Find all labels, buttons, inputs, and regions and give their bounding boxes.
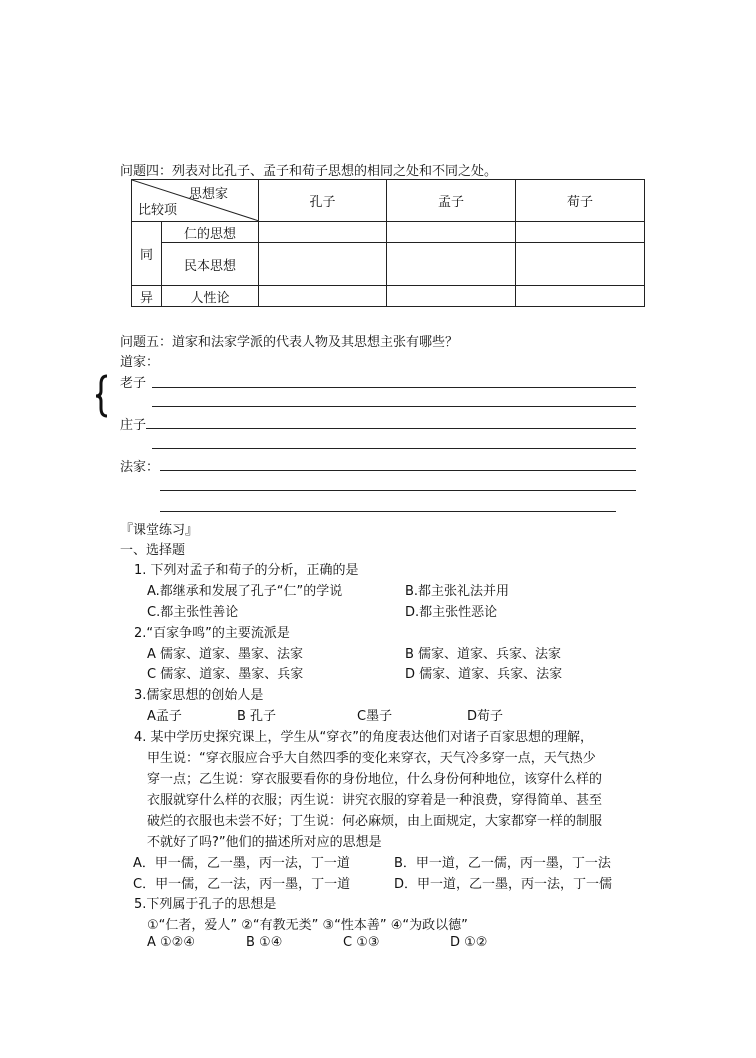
q4-passage-line: 不就好了吗?”他们的描述所对应的思想是 (147, 835, 382, 850)
col-header-kongzi: 孔子 (259, 180, 387, 222)
q1-option-c[interactable]: C.都主张性善论 (147, 605, 239, 620)
row-label-minben: 民本思想 (162, 243, 259, 286)
q1-option-b[interactable]: B.都主张礼法并用 (405, 584, 510, 599)
table-row (132, 286, 645, 307)
q2-option-a[interactable]: A 儒家、道家、墨家、法家 (147, 647, 304, 662)
answer-line[interactable] (160, 511, 616, 512)
q3-option-d[interactable]: D荀子 (467, 709, 504, 724)
table-cell[interactable] (387, 222, 516, 243)
col-header-mengzi: 孟子 (387, 180, 516, 222)
table-cell[interactable] (516, 243, 645, 286)
same-label: 同 (132, 222, 162, 286)
q3-option-b[interactable]: B 孔子 (237, 709, 277, 724)
row-label-ren: 仁的思想 (162, 222, 259, 243)
answer-line[interactable] (152, 406, 636, 407)
answer-line[interactable] (160, 470, 636, 471)
fajia-label: 法家： (120, 460, 160, 475)
q2-option-b[interactable]: B 儒家、道家、兵家、法家 (405, 647, 562, 662)
answer-line[interactable] (160, 490, 636, 491)
q3-option-c[interactable]: C墨子 (357, 709, 393, 724)
section-title: 一、选择题 (120, 543, 186, 558)
q4-option-d[interactable]: D．甲一道，乙一墨，丙一法，丁一儒 (394, 877, 613, 892)
q5-title: 问题五：道家和法家学派的代表人物及其思想主张有哪些？ (120, 335, 459, 350)
practice-header: 『课堂练习』 (120, 523, 199, 538)
table-row (132, 222, 645, 243)
zhuangzi-label: 庄子 (120, 418, 147, 433)
q4-passage-line: 甲生说：“穿衣服应合乎大自然四季的变化来穿衣，天气冷多穿一点，天气热少 (147, 751, 596, 766)
comparison-table (131, 179, 645, 307)
answer-line[interactable] (152, 448, 636, 449)
table-row (132, 243, 645, 286)
q4-option-a[interactable]: A．甲一儒，乙一墨，丙一法，丁一道 (133, 856, 350, 871)
table-cell[interactable] (259, 222, 387, 243)
q5-option-a[interactable]: A ①②④ (147, 935, 195, 950)
table-cell[interactable] (387, 243, 516, 286)
q4-passage-line: 破烂的衣服也未尝不好；丁生说：何必麻烦，由上面规定，大家都穿一样的制服 (147, 814, 603, 829)
q5-stem: 5.下列属于孔子的思想是 (134, 897, 277, 912)
table-cell[interactable] (259, 243, 387, 286)
q3-option-a[interactable]: A孟子 (147, 709, 182, 724)
q2-stem: 2.“百家争鸣”的主要流派是 (134, 626, 290, 641)
q2-option-d[interactable]: D 儒家、道家、兵家、法家 (405, 667, 563, 682)
laozi-label: 老子 (120, 376, 147, 391)
q2-option-c[interactable]: C 儒家、道家、墨家、兵家 (147, 667, 304, 682)
col-header-xunzi: 荀子 (516, 180, 645, 222)
q1-option-a[interactable]: A.都继承和发展了孔子“仁”的学说 (147, 584, 343, 599)
q4-option-b[interactable]: B．甲一道，乙一儒，丙一墨，丁一法 (394, 856, 611, 871)
answer-line[interactable] (152, 387, 636, 388)
q4-passage-line: 衣服就穿什么样的衣服；丙生说：讲究衣服的穿着是一种浪费，穿得简单、甚至 (147, 793, 603, 808)
header-item: 比较项 (138, 203, 178, 218)
q1-option-d[interactable]: D.都主张性恶论 (405, 605, 498, 620)
table-cell[interactable] (516, 286, 645, 307)
row-label-xing: 人性论 (162, 286, 259, 307)
header-thinker: 思想家 (188, 187, 228, 202)
table-diagonal-header (132, 180, 259, 222)
daojia-label: 道家： (120, 355, 160, 370)
diff-label: 异 (132, 286, 162, 307)
brace-icon (95, 374, 109, 418)
q5-option-d[interactable]: D ①② (450, 935, 488, 950)
q5-items: ①“仁者，爱人” ②“有教无类” ③“性本善” ④“为政以德” (147, 918, 468, 933)
table-cell[interactable] (516, 222, 645, 243)
q4-stem: 4. 某中学历史探究课上，学生从“穿衣”的角度表达他们对诸子百家思想的理解， (134, 730, 594, 745)
table-cell[interactable] (387, 286, 516, 307)
q4-passage-line: 穿一点；乙生说：穿衣服要看你的身份地位，什么身份何种地位，该穿什么样的 (147, 772, 603, 787)
q3-stem: 3.儒家思想的创始人是 (134, 688, 264, 703)
q4-option-c[interactable]: C．甲一儒，乙一法，丙一墨，丁一道 (133, 877, 351, 892)
q1-stem: 1. 下列对孟子和荀子的分析，正确的是 (134, 563, 359, 578)
answer-line[interactable] (146, 428, 636, 429)
q5-option-c[interactable]: C ①③ (343, 935, 380, 950)
table-cell[interactable] (259, 286, 387, 307)
q5-option-b[interactable]: B ①④ (246, 935, 283, 950)
q4-title: 问题四：列表对比孔子、孟子和荀子思想的相同之处和不同之处。 (120, 164, 498, 179)
